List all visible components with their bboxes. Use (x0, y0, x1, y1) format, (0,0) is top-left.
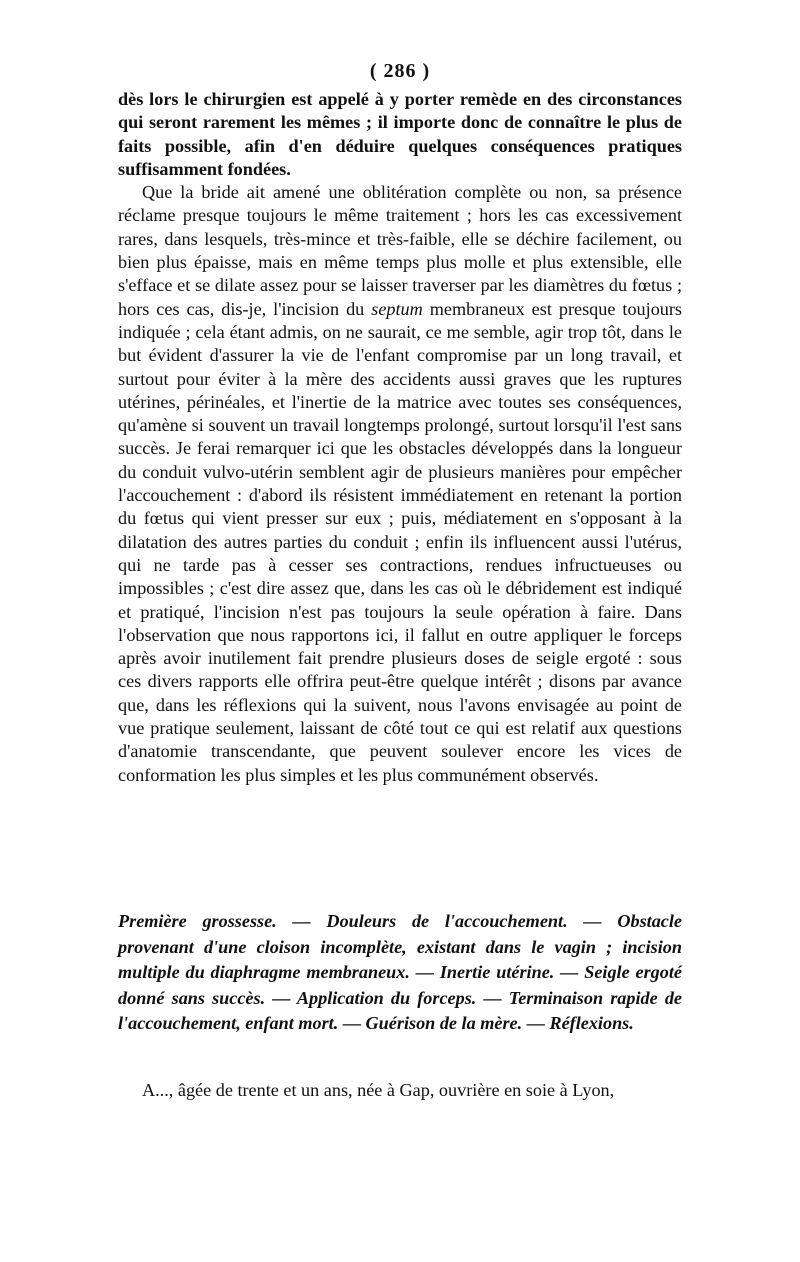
page-number: ( 286 ) (369, 60, 431, 82)
italic-term-septum: septum (371, 298, 423, 319)
observation-heading: Première grossesse. — Douleurs de l'accouchement. — Obstacle provenant d'une cloison incomplète, existant dans le vagin ; incision multiple du diaphragme membraneux. — Inertie utérine. — Seigle ergoté donné sans succès. — Application du forceps. — Terminaison rapide de l'accouchement, enfant mort. — Guérison de la mère. — Réflexions. (118, 911, 682, 1033)
paragraph-main-start: Que la bride ait amené une oblitération complète ou non, sa présence réclame presque toujours le même traitement ; hors les cas excessivement rares, dans lesquels, très-mince et très-faible, elle se déchire facilement, ou bien plus épaisse, mais en même temps plus molle et plus extensible, elle s'efface et se dilate assez pour se laisser traverser par les diamètres du fœtus ; hors ces cas, dis-je, l'incision du (118, 182, 682, 319)
body-text (118, 88, 682, 787)
paragraph-main-rest: membraneux est presque toujours indiquée ; cela étant admis, on ne saurait, ce me semble, agir trop tôt, dans le but évident d'assurer la vie de l'enfant compromise par un long travail, et surtout pour éviter à la mère des accidents aussi graves que les ruptures utérines, périnéales, et l'inertie de la matrice avec toutes ses conséquences, qu'amène si souvent un travail longtemps prolongé, surtout lorsqu'il l'est sans succès. Je ferai remarquer ici que les obstacles développés dans la longueur du conduit vulvo-utérin semblent agir de plusieurs manières pour empêcher l'accouchement : d'abord ils résistent immédiatement en retenant la portion du fœtus qui vient presser sur eux ; puis, médiatement en s'opposant à la dilatation des autres parties du conduit ; enfin ils influencent aussi l'utérus, qui ne tarde pas à cesser ses contractions, rendues infructueuses ou impossibles ; c'est dire assez que, dans les cas où le débridement est indiqué et pratiqué, l'incision n'est pas toujours la seule opération à faire. Dans l'observation que nous rapportons ici, il fallut en outre appliquer le forceps après avoir inutilement fait prendre plusieurs doses de seigle ergoté : sous ces divers rapports elle offrira peut-être quelque intérêt ; disons par avance que, dans les réflexions qui la suivent, nous l'avons envisagée au point de vue pratique seulement, laissant de côté tout ce qui est relatif aux questions d'anatomie transcendante, que peuvent soulever encore les vices de conformation les plus simples et les plus communément observés. (118, 298, 683, 785)
paragraph-main (118, 181, 682, 787)
observation-first-line: A..., âgée de trente et un ans, née à Gap, ouvrière en soie à Lyon, (142, 1080, 615, 1100)
paragraph-continuation: dès lors le chirurgien est appelé à y porter remède en des circonstances qui seront rarement les mêmes ; il importe donc de connaître le plus de faits possible, afin d'en déduire quelques conséquences pratiques suffisamment fondées. (118, 89, 682, 179)
